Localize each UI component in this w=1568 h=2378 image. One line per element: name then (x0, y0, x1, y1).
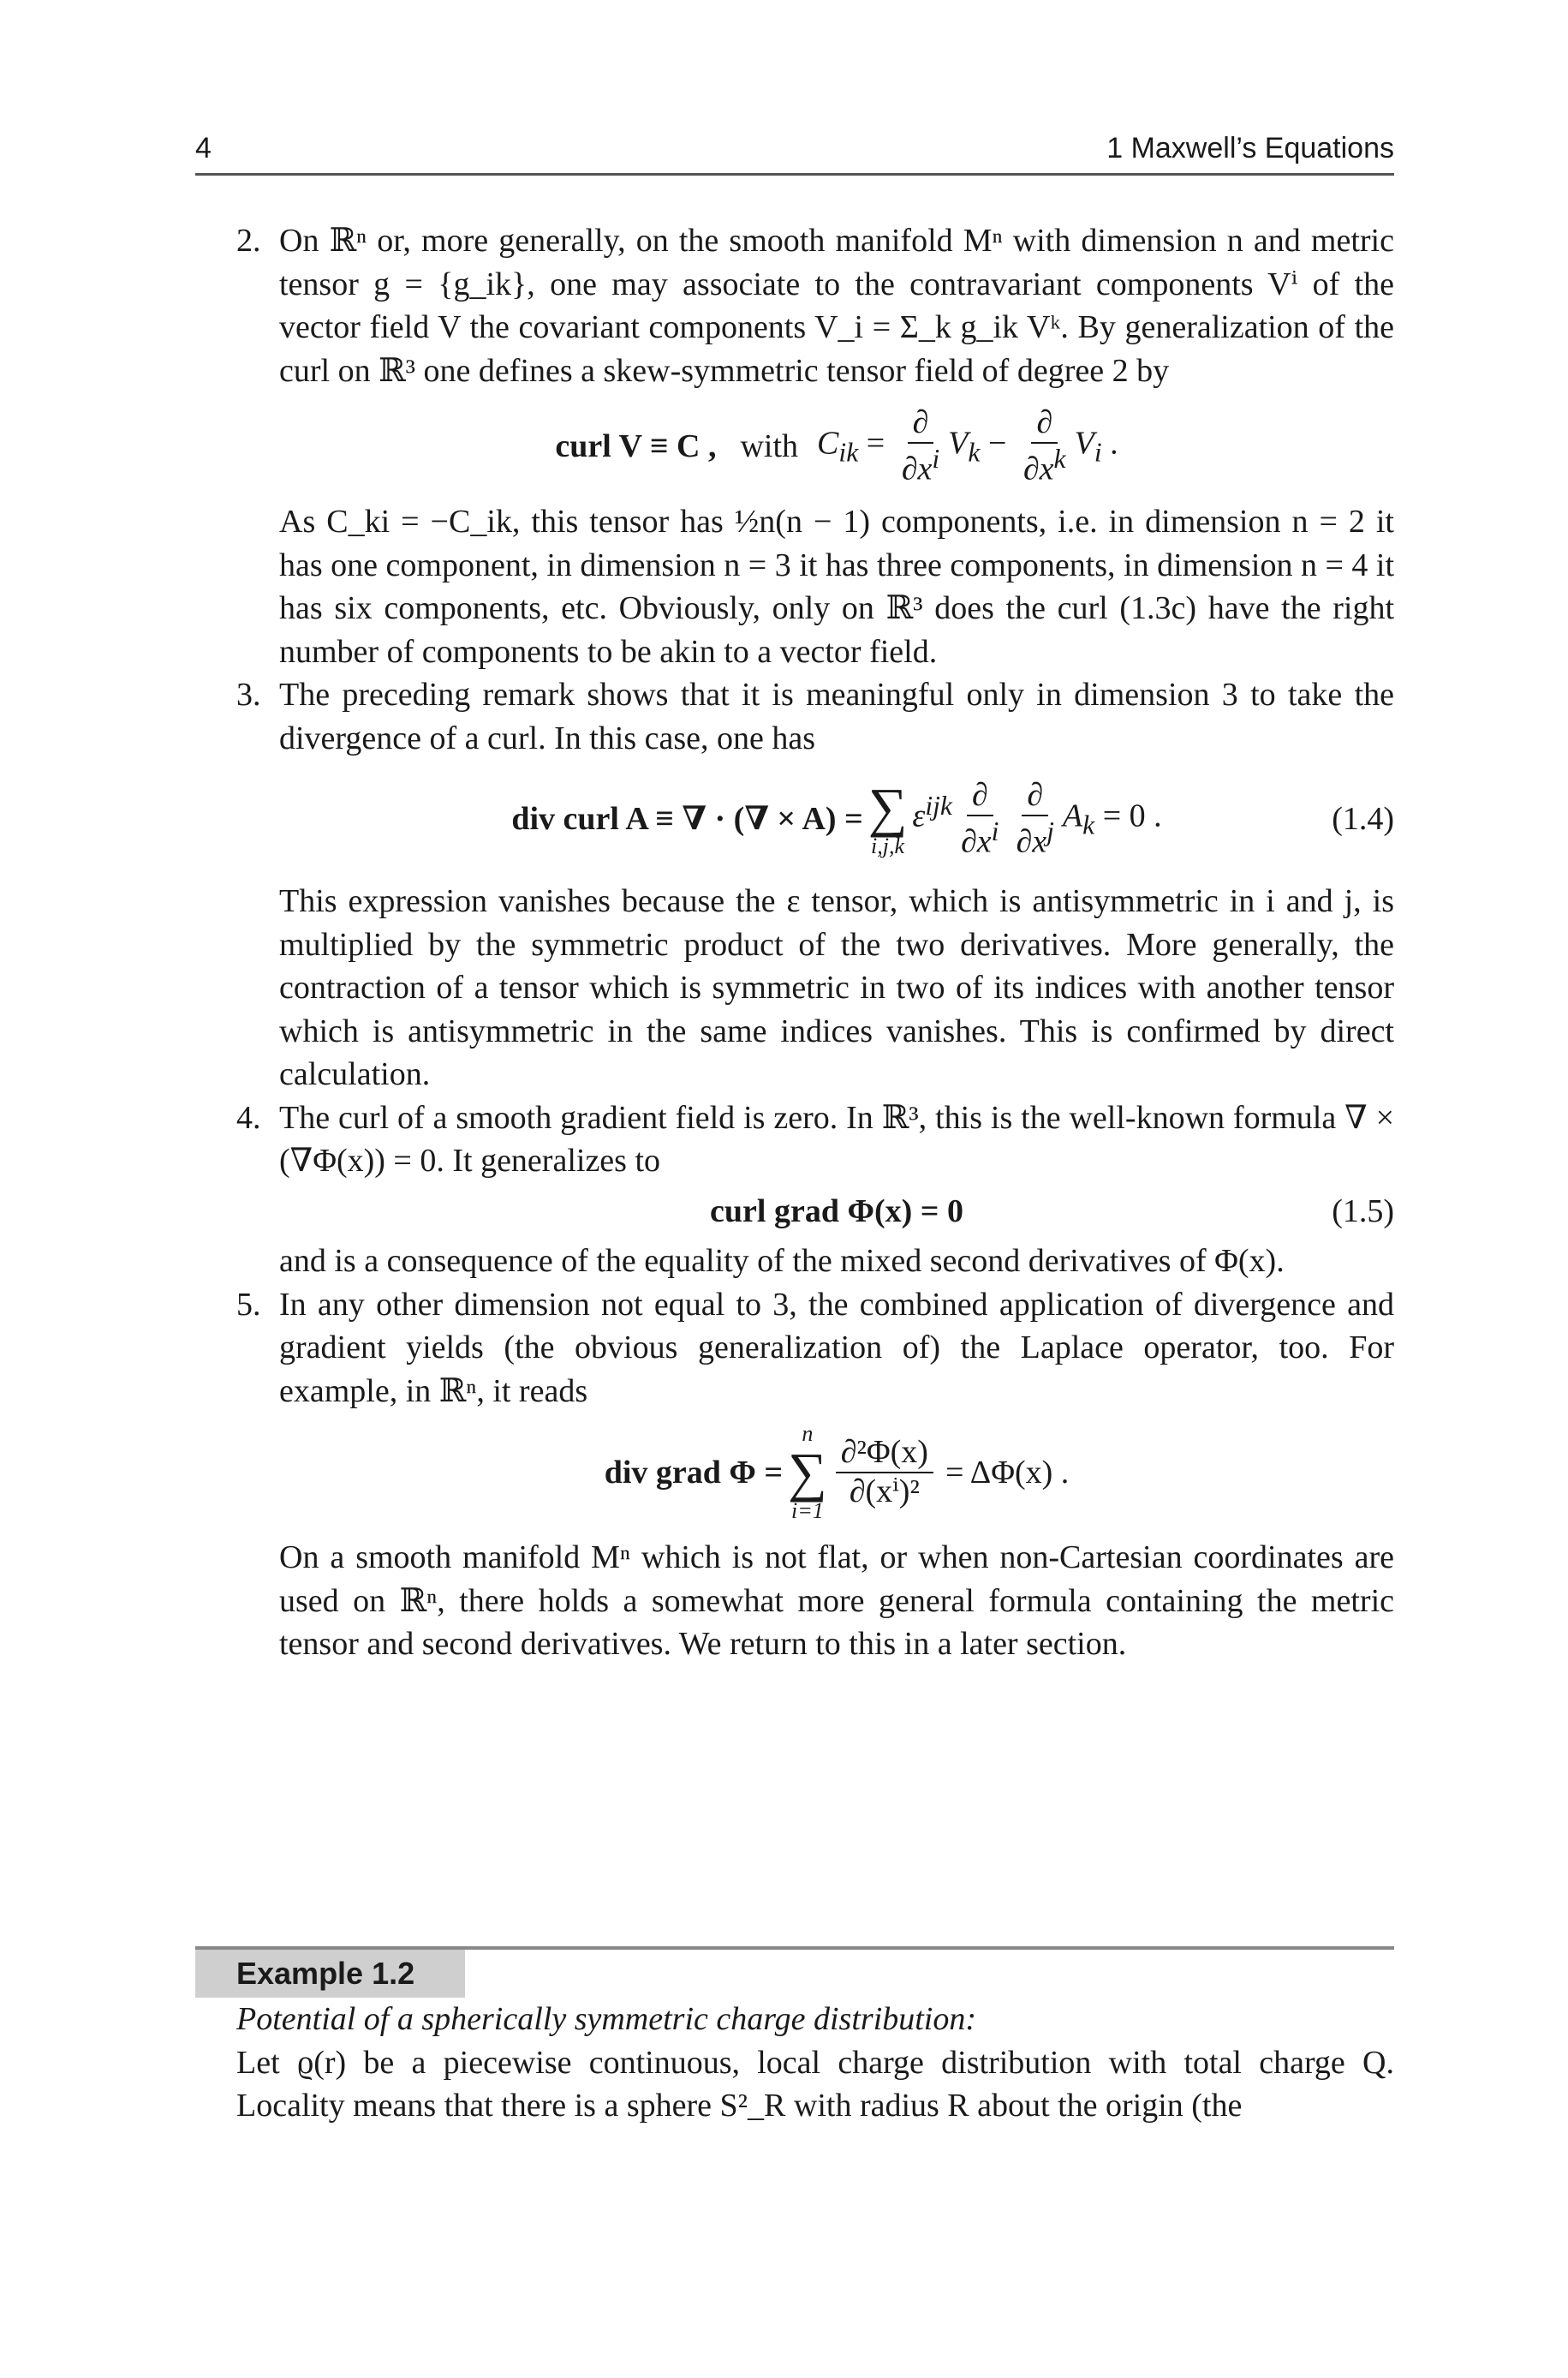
equation-lhs: curl V ≡ C , (555, 427, 717, 464)
list-item-3 (195, 673, 1394, 1096)
paragraph: On a smooth manifold Mⁿ which is not flat, or when non-Cartesian coordinates are used on ℝⁿ, there holds a somewhat more general formula containing the metric tensor and second derivatives. We return to this in a later section. (279, 1539, 1394, 1663)
paragraph: This expression vanishes because the ε tensor, which is antisymmetric in i and j, is multiplied by the symmetric product of the two derivatives. More generally, the contraction of a tensor which is symmetric in two of its indices with another tensor which is antisymmetric in the same indices vanishes. This is confirmed by direct calculation. (279, 883, 1394, 1093)
example-header-bar (195, 1946, 1394, 2001)
running-head-chapter: 1 Maxwell’s Equations (1106, 132, 1394, 164)
equation-laplace (279, 1423, 1394, 1522)
equation-rhs: $C_{ik}$ = $\frac{\partial}{\partial x^i}$ $V_k$ − $\frac{\partial}{\partial x^k}$ $V_i$ . (817, 404, 1118, 487)
item-number: 4. (236, 1099, 261, 1136)
item-number: 3. (236, 677, 261, 714)
equation-body: $\varepsilon^{ijk}$ $\frac{\partial}{\partial x^i}$ $\frac{\partial}{\partial x^j}$ $A_k = 0$ . (912, 777, 1162, 860)
main-content (195, 219, 1394, 1666)
equation-curl-definition (279, 404, 1394, 488)
equation-body: curl grad Φ(x) = 0 (710, 1192, 963, 1229)
list-item-4 (195, 1096, 1394, 1283)
paragraph: and is a consequence of the equality of the mixed second derivatives of Φ(x). (279, 1243, 1285, 1280)
equation-with: with (740, 427, 799, 464)
sum-symbol: n ∑ i=1 (788, 1421, 827, 1524)
example-label: Example 1.2 (195, 1950, 465, 1998)
paragraph: On ℝⁿ or, more generally, on the smooth manifold Mⁿ with dimension n and metric tensor g = {g_ik}, one may associate to the contravariant components Vⁱ of the vector field V the covariant components V_i = Σ_k g_ik Vᵏ. By generalization of the curl on ℝ³ one defines a skew-symmetric tensor field of degree 2 by (279, 223, 1394, 389)
item-number: 2. (236, 223, 261, 259)
equation-number: (1.4) (1332, 800, 1394, 837)
equation-lhs: div curl A ≡ ∇ · (∇ × A) = (511, 800, 863, 837)
equation-lhs: div grad Φ = (604, 1454, 784, 1491)
item-number: 5. (236, 1286, 261, 1323)
list-item-2 (195, 219, 1394, 673)
list-item-5 (195, 1283, 1394, 1666)
paragraph: The curl of a smooth gradient field is zero. In ℝ³, this is the well-known formula ∇ × (∇Φ(x)) = 0. It generalizes to (279, 1099, 1394, 1180)
example-text: Let ϱ(r) be a piecewise continuous, local charge distribution with total charge Q. Locality means that there is a sphere S²_R with radius R about the origin (the (236, 2044, 1394, 2124)
fraction: $\frac{\text{∂²Φ(x)}}{\text{∂(xⁱ)²}}$ (836, 1434, 933, 1510)
sum-symbol: ∑ i,j,k (867, 777, 908, 859)
paragraph: In any other dimension not equal to 3, the combined application of divergence and gradient yields (the obvious generalization of) the Laplace operator, too. For example, in ℝⁿ, it reads (279, 1286, 1394, 1409)
page-header (195, 128, 1394, 176)
page-number: 4 (195, 132, 212, 164)
equation-1-5 (279, 1190, 1394, 1234)
equation-1-4 (279, 777, 1394, 861)
paragraph: As C_ki = −C_ik, this tensor has ½n(n − 1) components, i.e. in dimension n = 2 it has one component, in dimension n = 3 it has three components, in dimension n = 4 it has six components, etc. Obviously, only on ℝ³ does the curl (1.3c) have the right number of components to be akin to a vector field. (279, 504, 1394, 670)
equation-number: (1.5) (1332, 1192, 1394, 1229)
example-body (236, 1998, 1394, 2128)
example-title: Potential of a spherically symmetric charge distribution: (236, 2001, 977, 2037)
paragraph: The preceding remark shows that it is meaningful only in dimension 3 to take the divergence of a curl. In this case, one has (279, 677, 1394, 756)
equation-rhs: = ΔΦ(x) . (945, 1454, 1070, 1491)
